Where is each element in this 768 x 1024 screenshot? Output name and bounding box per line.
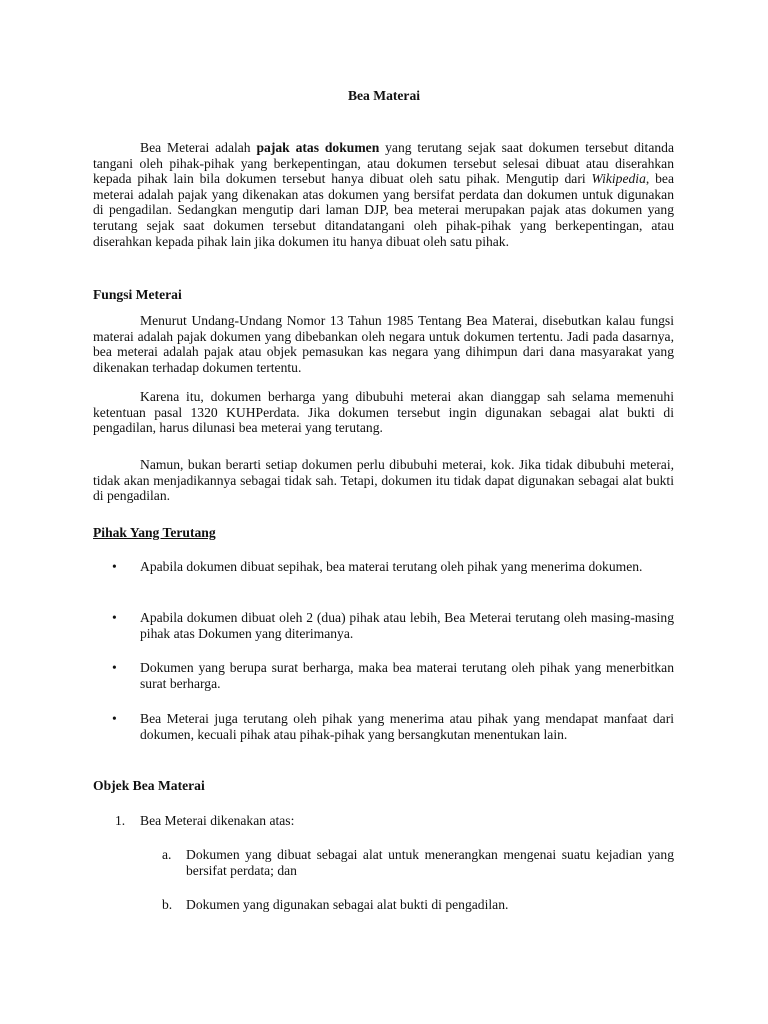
fungsi-paragraph-3: Namun, bukan berarti setiap dokumen perlu dibubuhi meterai, kok. Jika tidak dibubuhi meterai, tidak akan menjadikannya sebagai tidak sah. Tetapi, dokumen itu tidak dapat digunakan sebagai alat bukti di pengadilan. (93, 457, 674, 504)
bullet-icon: • (112, 559, 117, 574)
pihak-heading: Pihak Yang Terutang (93, 525, 216, 540)
bullet-icon: • (112, 711, 117, 726)
objek-sub-text: Dokumen yang digunakan sebagai alat bukti di pengadilan. (186, 897, 509, 912)
objek-item-text: Bea Meterai dikenakan atas: (140, 813, 295, 828)
intro-paragraph (93, 140, 674, 249)
intro-text-start: Bea Meterai adalah (140, 140, 257, 155)
intro-text-middle: yang terutang sejak saat dokumen tersebut ditanda tangani oleh pihak-pihak yang berkepentingan, atau dokumen tersebut selesai dibuat atau diserahkan kepada pihak lain bila dokumen tersebut hanya dibuat oleh satu pihak. Mengutip dari (93, 140, 674, 187)
fungsi-paragraph-2: Karena itu, dokumen berharga yang dibubuhi meterai akan dianggap sah selama memenuhi ketentuan pasal 1320 KUHPerdata. Jika dokumen tersebut ingin digunakan sebagai alat bukti di pengadilan, harus dilunasi bea meterai yang terutang. (93, 389, 674, 436)
bullet-icon: • (112, 660, 117, 675)
fungsi-paragraph-1: Menurut Undang-Undang Nomor 13 Tahun 1985 Tentang Bea Materai, disebutkan kalau fungsi materai adalah pajak dokumen yang dibebankan oleh negara untuk dokumen tertentu. Jadi pada dasarnya, bea meterai adalah pajak atau objek pemasukan kas negara yang dihimpun dari dana masyarakat yang dikenakan terhadap dokumen tertentu. (93, 313, 674, 375)
intro-text-end: , bea meterai adalah pajak yang dikenakan atas dokumen yang bersifat perdata dan dokumen untuk digunakan di pengadilan. Sedangkan mengutip dari laman DJP, bea meterai merupakan pajak atas dokumen yang terutang sejak saat dokumen tersebut ditandatangani oleh pihak-pihak yang berkepentingan, atau diserahkan kepada pihak lain jika dokumen itu hanya dibuat oleh satu pihak. (93, 171, 674, 249)
pihak-item-text: Bea Meterai juga terutang oleh pihak yang menerima atau pihak yang mendapat manfaat dari dokumen, kecuali pihak atau pihak-pihak yang bersangkutan menentukan lain. (140, 711, 674, 742)
document-title: Bea Materai (347, 88, 421, 103)
objek-sub-text: Dokumen yang dibuat sebagai alat untuk menerangkan mengenai suatu kejadian yang bersifat perdata; dan (186, 847, 674, 878)
wikipedia-citation: Wikipedia (591, 171, 646, 187)
objek-heading: Objek Bea Materai (93, 778, 205, 793)
pihak-item-text: Apabila dokumen dibuat sepihak, bea materai terutang oleh pihak yang menerima dokumen. (140, 559, 643, 574)
objek-item-number: 1. (115, 813, 126, 828)
objek-sub-marker: b. (162, 897, 173, 912)
fungsi-heading: Fungsi Meterai (93, 287, 182, 302)
pihak-item-text: Apabila dokumen dibuat oleh 2 (dua) pihak atau lebih, Bea Meterai terutang oleh masing-masing pihak atas Dokumen yang diterimanya. (140, 610, 674, 641)
bullet-icon: • (112, 610, 117, 625)
objek-sub-marker: a. (162, 847, 172, 862)
intro-bold-term: pajak atas dokumen (256, 140, 380, 155)
pihak-item-text: Dokumen yang berupa surat berharga, maka bea materai terutang oleh pihak yang menerbitkan surat berharga. (140, 660, 674, 691)
